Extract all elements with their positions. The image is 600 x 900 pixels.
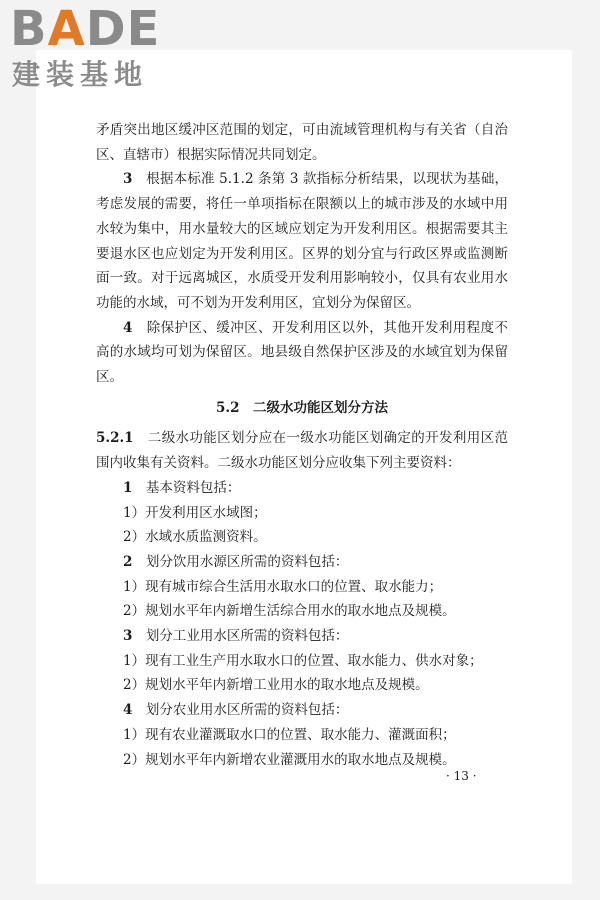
clause-text: 二级水功能区划分应在一级水功能区划确定的开发利用区范围内收集有关资料。二级水功能区划分应收集下列主要资料：: [96, 430, 508, 472]
sub-item: 1）开发利用区水域图；: [123, 504, 267, 521]
document-body: [96, 118, 508, 772]
list-item: 3 划分工业用水区所需的资料包括：: [123, 628, 349, 645]
paragraph-text: 除保护区、缓冲区、开发利用区以外，其他开发利用程度不高的水域均可划为保留区。地县级自然保护区涉及的水域宜划为保留区。: [96, 319, 509, 386]
paragraph-continuation: 矛盾突出地区缓冲区范围的划定，可由流域管理机构与有关省（自治区、直辖市）根据实际情况共同划定。: [96, 122, 508, 163]
paragraph-item-3: [96, 167, 508, 315]
resource-list: [96, 476, 508, 772]
logo-wordmark: BADE: [10, 1, 161, 57]
sub-item: 2）规划水平年内新增农业灌溉用水的取水地点及规模。: [123, 751, 456, 768]
paragraph-item-4: [96, 316, 508, 390]
clause-5-2-1: [96, 426, 508, 475]
section-number: 5.2: [216, 399, 240, 416]
logo-subtitle: 建装基地: [12, 58, 149, 91]
sub-item: 1）现有农业灌溉取水口的位置、取水能力、灌溉面积；: [123, 726, 456, 743]
section-heading: [96, 396, 508, 421]
item-number: 4: [123, 319, 133, 336]
list-item: 4 划分农业用水区所需的资料包括：: [123, 702, 349, 719]
list-item: 2 划分饮用水源区所需的资料包括：: [123, 553, 349, 570]
list-item: 1 基本资料包括：: [123, 479, 241, 496]
sub-item: 2）水域水质监测资料。: [123, 529, 267, 546]
sub-item: 2）规划水平年内新增工业用水的取水地点及规模。: [123, 677, 429, 694]
bade-logo: [10, 1, 210, 96]
paragraph-text: 根据本标准 5.1.2 条第 3 款指标分析结果，以现状为基础，考虑发展的需要，将任一单项指标在限额以上的城市涉及的水域中用水较为集中，用水量较大的区域应划定为开发利用区。根据需要其主要退水区也应划定为开发利用区。区界的划分宜与行政区界或监测断面一致。对于远离城区，水质受开发利用影响较小，仅具有农业用水功能的水域，可不划为开发利用区，宜划分为保留区。: [96, 171, 508, 311]
sub-item: 2）规划水平年内新增生活综合用水的取水地点及规模。: [123, 603, 456, 620]
section-title: 二级水功能区划分方法: [253, 399, 388, 416]
sub-item: 1）现有工业生产用水取水口的位置、取水能力、供水对象；: [123, 652, 483, 669]
item-number: 3: [123, 171, 133, 188]
clause-number: 5.2.1: [96, 430, 134, 447]
sub-item: 1）现有城市综合生活用水取水口的位置、取水能力；: [123, 578, 443, 595]
page-number: · 13 ·: [446, 769, 477, 783]
